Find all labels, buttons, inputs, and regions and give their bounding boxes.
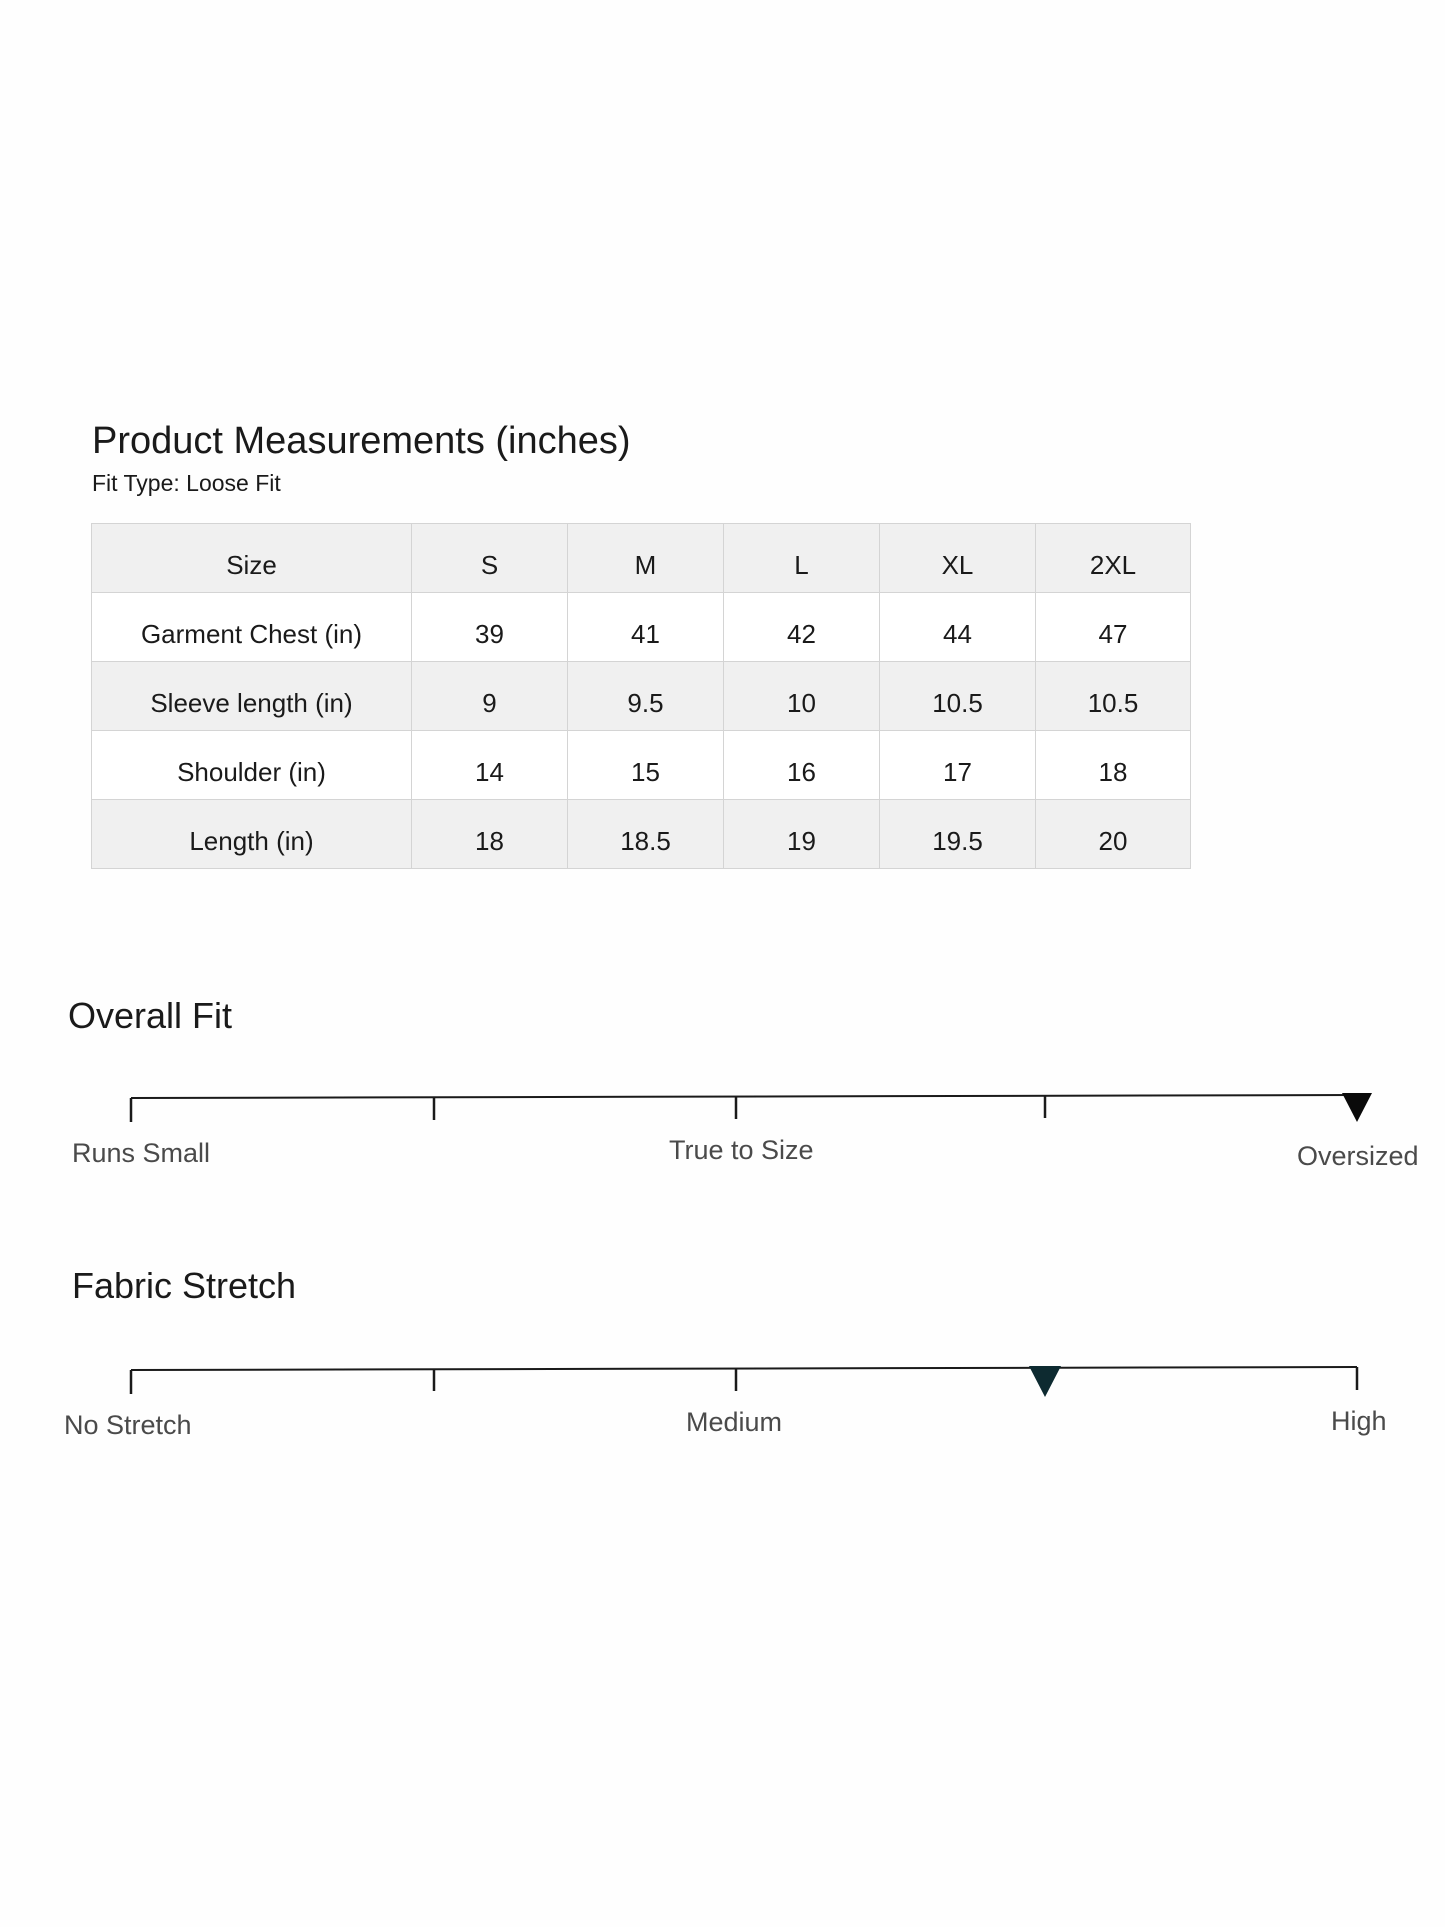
column-header-size: Size (92, 524, 412, 593)
fabric-stretch-label-mid: Medium (686, 1407, 783, 1437)
table-row (92, 731, 1191, 800)
table-cell: 10.5 (880, 662, 1036, 731)
table-cell: 17 (880, 731, 1036, 800)
scale-line (131, 1367, 1357, 1370)
fabric-stretch-label-max: High (1331, 1406, 1387, 1436)
row-label: Shoulder (in) (92, 731, 412, 800)
table-cell: 18 (1036, 731, 1191, 800)
column-header-xl: XL (880, 524, 1036, 593)
table-cell: 18.5 (568, 800, 724, 869)
table-cell: 47 (1036, 593, 1191, 662)
table-cell: 10 (724, 662, 880, 731)
table-cell: 16 (724, 731, 880, 800)
table-cell: 9 (412, 662, 568, 731)
overall-fit-scale (0, 1080, 1445, 1130)
column-header-m: M (568, 524, 724, 593)
row-label: Sleeve length (in) (92, 662, 412, 731)
row-label: Length (in) (92, 800, 412, 869)
selected-marker-icon (1029, 1366, 1061, 1397)
column-header-s: S (412, 524, 568, 593)
table-cell: 39 (412, 593, 568, 662)
column-header-2xl: 2XL (1036, 524, 1191, 593)
scale-line (131, 1095, 1357, 1098)
table-cell: 10.5 (1036, 662, 1191, 731)
fit-type-label: Fit Type: Loose Fit (92, 470, 281, 496)
fabric-stretch-label-min: No Stretch (64, 1410, 192, 1440)
measurements-table (91, 523, 1191, 869)
fabric-stretch-title: Fabric Stretch (72, 1265, 297, 1306)
table-cell: 41 (568, 593, 724, 662)
table-cell: 44 (880, 593, 1036, 662)
table-cell: 20 (1036, 800, 1191, 869)
table-cell: 15 (568, 731, 724, 800)
page-title: Product Measurements (inches) (92, 420, 631, 462)
table-row (92, 800, 1191, 869)
table-cell: 42 (724, 593, 880, 662)
row-label: Garment Chest (in) (92, 593, 412, 662)
overall-fit-label-mid: True to Size (669, 1135, 814, 1165)
selected-marker-icon (1342, 1093, 1372, 1122)
table-row (92, 593, 1191, 662)
overall-fit-label-min: Runs Small (72, 1138, 211, 1168)
table-cell: 18 (412, 800, 568, 869)
column-header-l: L (724, 524, 880, 593)
table-row (92, 662, 1191, 731)
table-cell: 19 (724, 800, 880, 869)
table-cell: 19.5 (880, 800, 1036, 869)
fabric-stretch-scale (0, 1352, 1445, 1402)
overall-fit-label-max: Oversized (1297, 1141, 1419, 1171)
overall-fit-title: Overall Fit (68, 995, 233, 1036)
table-cell: 9.5 (568, 662, 724, 731)
table-header-row (92, 524, 1191, 593)
table-cell: 14 (412, 731, 568, 800)
